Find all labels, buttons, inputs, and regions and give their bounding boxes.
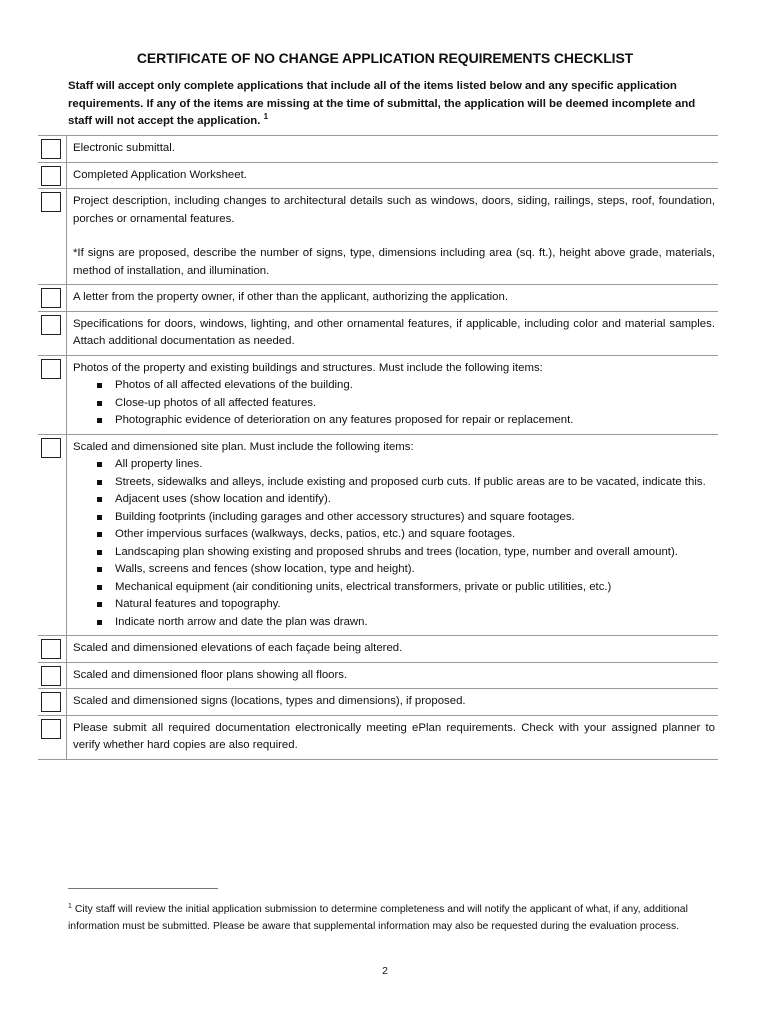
checkbox-cell (38, 662, 67, 689)
intro-paragraph (68, 78, 718, 131)
checkbox-cell (38, 311, 67, 355)
item-text: A letter from the property owner, if other than the applicant, authorizing the application. (67, 285, 719, 312)
footnote-text: City staff will review the initial application submission to determine completeness and will notify the applicant of what, if any, additional information must be submitted. Please be aware that supplemental information may also be requested during the evaluation process. (68, 904, 688, 932)
checklist-row (38, 355, 718, 434)
bullet-item: Streets, sidewalks and alleys, include existing and proposed curb cuts. If public areas are to be vacated, indicate this. (115, 474, 715, 492)
item-text: Please submit all required documentation electronically meeting ePlan requirements. Check with your assigned planner to verify whether hard copies are also required. (67, 715, 719, 759)
item-content (67, 189, 719, 285)
checklist-row (38, 136, 718, 163)
bullet-list (73, 377, 715, 430)
bullet-item: Photos of all affected elevations of the building. (115, 377, 715, 395)
footnote (68, 902, 708, 936)
requirements-checklist (38, 135, 718, 760)
checkbox-cell (38, 715, 67, 759)
checklist-row (38, 689, 718, 716)
item-checkbox[interactable] (41, 139, 61, 159)
checkbox-cell (38, 136, 67, 163)
item-text: Scaled and dimensioned elevations of each façade being altered. (67, 636, 719, 663)
item-text: Electronic submittal. (67, 136, 719, 163)
checkbox-cell (38, 162, 67, 189)
checklist-row (38, 311, 718, 355)
bullet-item: Landscaping plan showing existing and proposed shrubs and trees (location, type, number and overall amount). (115, 544, 715, 562)
footnote-divider (68, 888, 218, 889)
item-checkbox[interactable] (41, 359, 61, 379)
item-checkbox[interactable] (41, 666, 61, 686)
item-checkbox[interactable] (41, 719, 61, 739)
checkbox-cell (38, 434, 67, 636)
item-checkbox[interactable] (41, 315, 61, 335)
intro-text: Staff will accept only complete applications that include all of the items listed below and any specific application requirements. If any of the items are missing at the time of submittal, the application will be deemed incomplete and staff will not accept the application. (68, 80, 696, 127)
item-checkbox[interactable] (41, 639, 61, 659)
item-content (67, 434, 719, 636)
bullet-list (73, 456, 715, 631)
bullet-item: Close-up photos of all affected features. (115, 395, 715, 413)
bullet-item: All property lines. (115, 456, 715, 474)
checkbox-cell (38, 285, 67, 312)
item-text: Photos of the property and existing buildings and structures. Must include the following items: (73, 361, 543, 374)
item-note: *If signs are proposed, describe the number of signs, type, dimensions including area (sq. ft.), height above grade, materials, method of installation, and illumination. (73, 247, 715, 277)
checklist-row (38, 162, 718, 189)
checklist-row (38, 189, 718, 285)
bullet-item: Mechanical equipment (air conditioning units, electrical transformers, private or public utilities, etc.) (115, 579, 715, 597)
bullet-item: Photographic evidence of deterioration on any features proposed for repair or replacement. (115, 412, 715, 430)
item-text: Completed Application Worksheet. (67, 162, 719, 189)
page-number: 2 (382, 966, 388, 977)
item-text: Project description, including changes to architectural details such as windows, doors, siding, railings, steps, roof, foundation, porches or ornamental features. (73, 195, 715, 225)
item-text: Scaled and dimensioned signs (locations, types and dimensions), if proposed. (67, 689, 719, 716)
item-text: Specifications for doors, windows, lighting, and other ornamental features, if applicable, including color and material samples. Attach additional documentation as needed. (67, 311, 719, 355)
item-checkbox[interactable] (41, 438, 61, 458)
bullet-item: Natural features and topography. (115, 596, 715, 614)
bullet-item: Building footprints (including garages and other accessory structures) and square footages. (115, 509, 715, 527)
item-checkbox[interactable] (41, 692, 61, 712)
footnote-number: 1 (68, 902, 72, 910)
item-checkbox[interactable] (41, 288, 61, 308)
checklist-row (38, 662, 718, 689)
item-text: Scaled and dimensioned site plan. Must include the following items: (73, 440, 414, 453)
checkbox-cell (38, 636, 67, 663)
item-checkbox[interactable] (41, 166, 61, 186)
document-title: CERTIFICATE OF NO CHANGE APPLICATION REQUIREMENTS CHECKLIST (136, 50, 634, 66)
checkbox-cell (38, 189, 67, 285)
checklist-row (38, 636, 718, 663)
checklist-row (38, 285, 718, 312)
item-content (67, 355, 719, 434)
bullet-item: Indicate north arrow and date the plan was drawn. (115, 614, 715, 632)
checkbox-cell (38, 355, 67, 434)
checklist-row (38, 434, 718, 636)
item-checkbox[interactable] (41, 192, 61, 212)
checklist-row (38, 715, 718, 759)
footnote-ref: 1 (263, 112, 269, 122)
checkbox-cell (38, 689, 67, 716)
item-text: Scaled and dimensioned floor plans showing all floors. (67, 662, 719, 689)
bullet-item: Adjacent uses (show location and identify). (115, 491, 715, 509)
bullet-item: Other impervious surfaces (walkways, decks, patios, etc.) and square footages. (115, 526, 715, 544)
bullet-item: Walls, screens and fences (show location, type and height). (115, 561, 715, 579)
